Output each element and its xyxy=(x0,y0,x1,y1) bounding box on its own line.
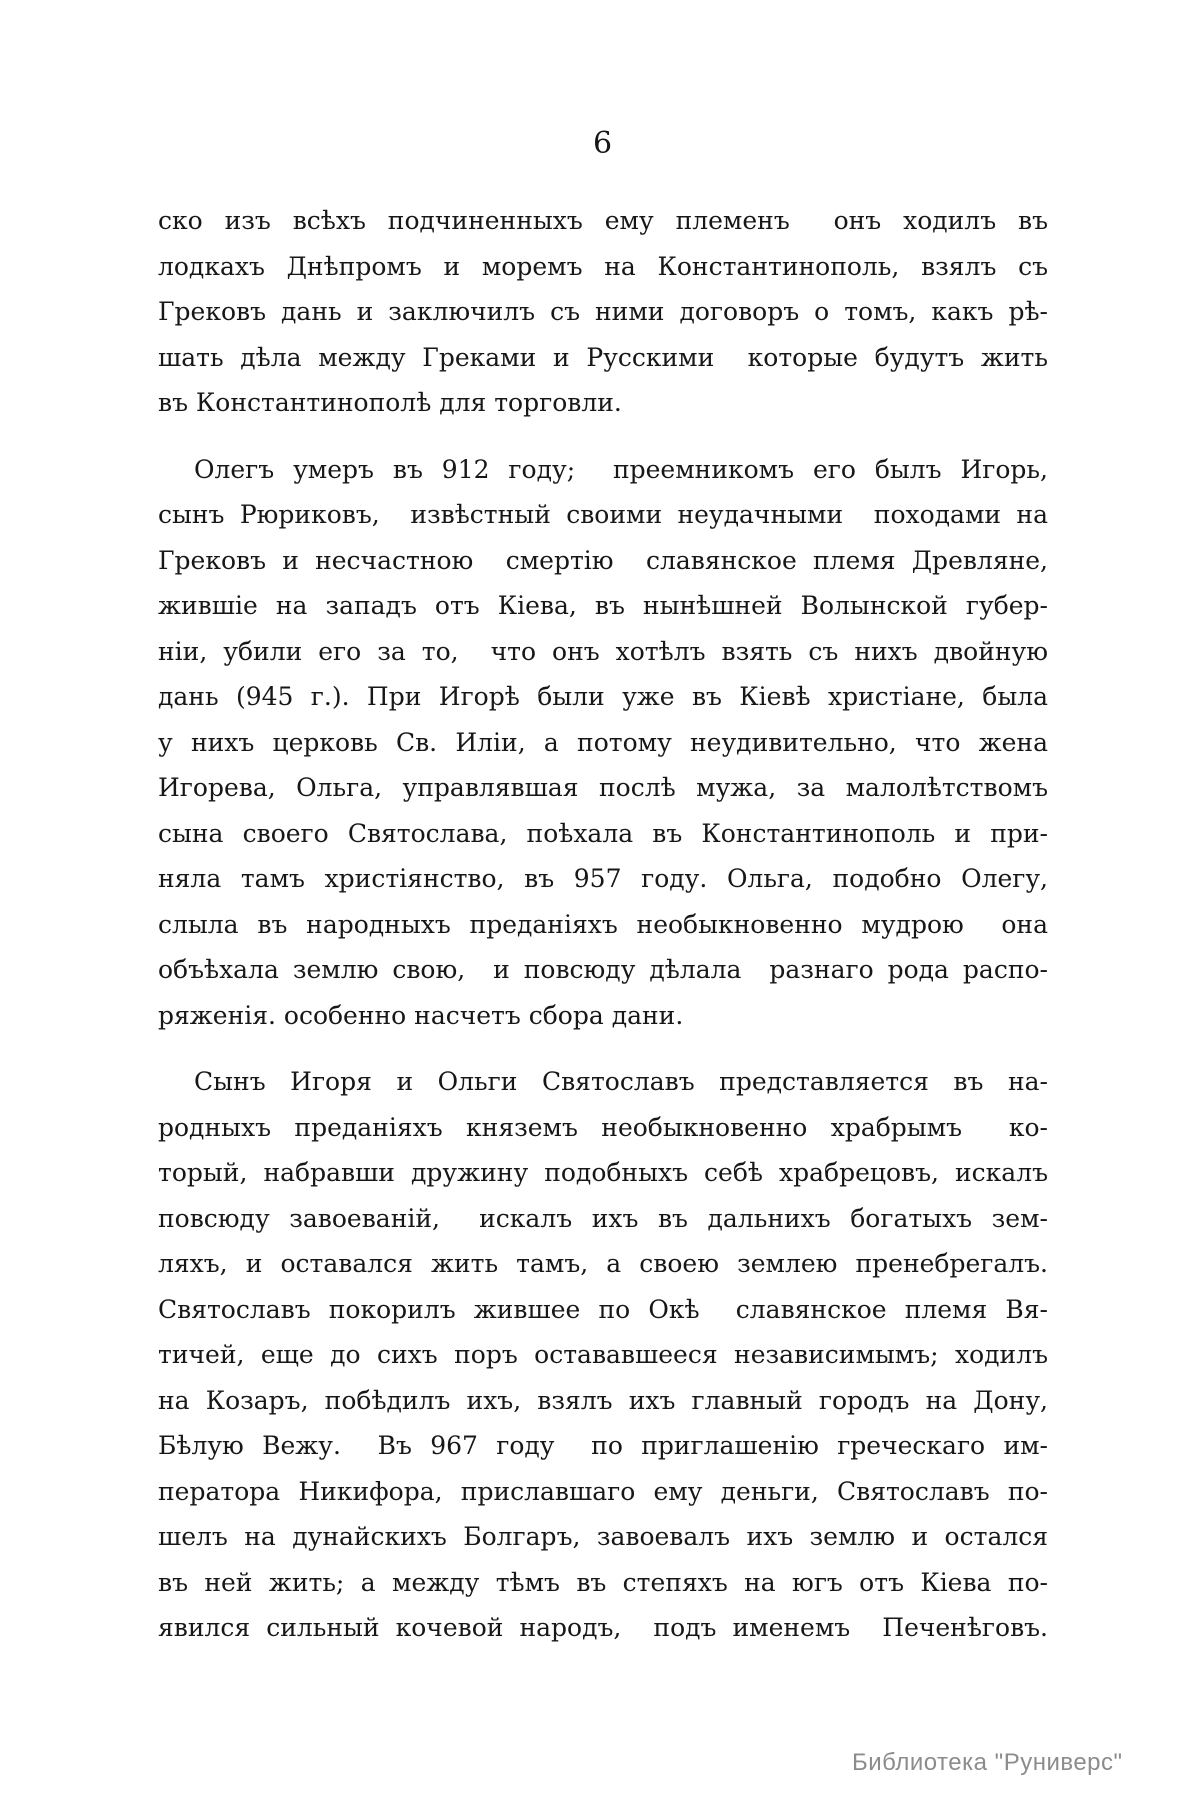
text-line: слыла въ народныхъ преданіяхъ необыкновенно мудрою она xyxy=(158,909,1048,939)
text-line: няла тамъ христіянство, въ 957 году. Ольга, подобно Олегу, xyxy=(158,864,1048,893)
paragraph xyxy=(158,447,1048,1039)
text-line: сынъ Рюриковъ, извѣстный своими неудачными походами на xyxy=(158,500,1048,529)
text-line: ляхъ, и оставался жить тамъ, а своею землею пренебрегалъ. xyxy=(158,1249,1048,1278)
text-line: Игорева, Ольга, управлявшая послѣ мужа, за малолѣтствомъ xyxy=(158,773,1048,802)
text-line: родныхъ преданіяхъ княземъ необыкновенно храбрымъ ко- xyxy=(158,1112,1048,1142)
paragraph xyxy=(158,1059,1048,1651)
text-line: Олегъ умеръ въ 912 году; преемникомъ его былъ Игорь, xyxy=(194,454,1048,484)
text-line: тичей, еще до сихъ поръ остававшееся независимымъ; ходилъ xyxy=(158,1340,1048,1369)
text-block xyxy=(158,198,1048,1651)
text-line: торый, набравши дружину подобныхъ себѣ храбрецовъ, искалъ xyxy=(158,1158,1048,1187)
text-line: Грековъ и несчастною смертію славянское племя Древляне, xyxy=(158,545,1048,575)
library-watermark: Библиотека "Руниверс" xyxy=(852,1749,1123,1776)
text-line: повсюду завоеваній, искалъ ихъ въ дальнихъ богатыхъ зем- xyxy=(158,1203,1048,1233)
text-line: Грековъ дань и заключилъ съ ними договоръ о томъ, какъ рѣ- xyxy=(158,297,1048,326)
paragraph xyxy=(158,198,1048,426)
text-line: ніи, убили его за то, что онъ хотѣлъ взять съ нихъ двойную xyxy=(158,636,1048,666)
text-line: ператора Никифора, приславшаго ему деньги, Святославъ по- xyxy=(158,1476,1048,1506)
text-line: лодкахъ Днѣпромъ и моремъ на Константинополь, взялъ съ xyxy=(158,251,1048,281)
text-line: явился сильный кочевой народъ, подъ именемъ Печенѣговъ. xyxy=(158,1613,1048,1642)
text-line: Бѣлую Вежу. Въ 967 году по приглашенію греческаго им- xyxy=(158,1431,1048,1460)
text-line: объѣхала землю свою, и повсюду дѣлала разнаго рода распо- xyxy=(158,955,1048,984)
text-line: Сынъ Игоря и Ольги Святославъ представляется въ на- xyxy=(194,1067,1048,1096)
text-line: шелъ на дунайскихъ Болгаръ, завоевалъ ихъ землю и остался xyxy=(158,1522,1048,1551)
text-line: сына своего Святослава, поѣхала въ Константинополь и при- xyxy=(158,818,1048,848)
text-line: Святославъ покорилъ жившее по Окѣ славянское племя Вя- xyxy=(158,1294,1048,1324)
page-number: 6 xyxy=(592,126,614,161)
text-line: ряженія. особенно насчетъ сбора дани. xyxy=(158,1000,684,1030)
text-line: на Козаръ, побѣдилъ ихъ, взялъ ихъ главный городъ на Дону, xyxy=(158,1385,1048,1415)
text-line: дань (945 г.). При Игорѣ были уже въ Кіевѣ христіане, была xyxy=(158,682,1048,711)
text-line: ско изъ всѣхъ подчиненныхъ ему племенъ онъ ходилъ въ xyxy=(158,206,1048,235)
text-line: у нихъ церковь Св. Иліи, а потому неудивительно, что жена xyxy=(158,727,1048,757)
text-line: въ ней жить; а между тѣмъ въ степяхъ на югъ отъ Кіева по- xyxy=(158,1567,1048,1597)
text-line: въ Константинополѣ для торговли. xyxy=(158,388,622,417)
text-line: шать дѣла между Греками и Русскими которые будутъ жить xyxy=(158,342,1048,372)
text-line: жившіе на западъ отъ Кіева, въ нынѣшней Волынской губер- xyxy=(158,591,1048,620)
